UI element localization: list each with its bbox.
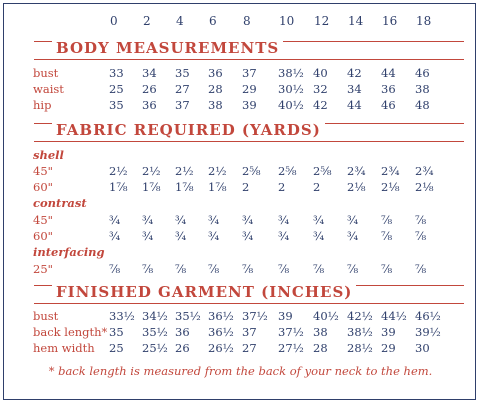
table-cell: 35½ <box>175 309 201 323</box>
table-cell: 39 <box>381 325 396 339</box>
table-cell: 34 <box>142 66 157 80</box>
size-label: 6 <box>209 14 217 28</box>
table-cell: ¾ <box>109 229 121 243</box>
table-cell: 35½ <box>142 325 168 339</box>
table-cell: 35 <box>109 325 124 339</box>
table-cell: 42 <box>313 98 328 112</box>
table-cell: ⅞ <box>278 262 290 276</box>
table-cell: 25½ <box>142 341 168 355</box>
table-cell: 40½ <box>278 98 304 112</box>
table-cell: ⅞ <box>415 213 427 227</box>
table-cell: 27 <box>175 82 190 96</box>
table-cell: 27 <box>242 341 257 355</box>
section-rule-bottom <box>34 59 464 60</box>
table-cell: 2¾ <box>415 164 434 178</box>
section-title-body: BODY MEASUREMENTS <box>52 39 283 57</box>
row-label: bust <box>33 309 59 323</box>
table-cell: 34½ <box>142 309 168 323</box>
table-cell: 36 <box>175 325 190 339</box>
table-cell: ¾ <box>208 229 220 243</box>
size-label: 10 <box>279 14 295 28</box>
table-cell: 38½ <box>347 325 373 339</box>
size-header-row <box>0 14 481 32</box>
table-cell: 36 <box>208 66 223 80</box>
table-cell: 2 <box>278 180 286 194</box>
table-cell: ¾ <box>313 213 325 227</box>
table-cell: 36½ <box>208 309 234 323</box>
table-cell: 32 <box>313 82 328 96</box>
table-cell: 2⅝ <box>313 164 332 178</box>
table-cell: 30 <box>415 341 430 355</box>
table-cell: ⅞ <box>381 229 393 243</box>
section-rule-bottom <box>34 141 464 142</box>
size-label: 0 <box>110 14 118 28</box>
row-label: hem width <box>33 341 95 355</box>
section-title-fabric: FABRIC REQUIRED (YARDS) <box>52 121 325 139</box>
row-label: 60" <box>33 229 53 243</box>
table-cell: 37 <box>242 325 257 339</box>
table-cell: 28½ <box>347 341 373 355</box>
table-cell: 39 <box>278 309 293 323</box>
table-cell: ⅞ <box>208 262 220 276</box>
section-fabric-required <box>34 120 464 142</box>
table-cell: 1⅞ <box>208 180 227 194</box>
table-cell: 2⅝ <box>278 164 297 178</box>
table-cell: 2⅛ <box>381 180 400 194</box>
table-cell: ⅞ <box>381 262 393 276</box>
table-cell: 2⅛ <box>415 180 434 194</box>
table-cell: 1⅞ <box>142 180 161 194</box>
row-label: 60" <box>33 180 53 194</box>
table-cell: 42½ <box>347 309 373 323</box>
table-cell: ¾ <box>242 213 254 227</box>
section-finished-garment <box>34 282 464 304</box>
table-cell: ⅞ <box>109 262 121 276</box>
table-cell: 38 <box>415 82 430 96</box>
table-cell: 42 <box>347 66 362 80</box>
table-cell: 2¾ <box>381 164 400 178</box>
table-cell: 46 <box>415 66 430 80</box>
section-body-measurements <box>34 38 464 60</box>
table-cell: 38½ <box>278 66 304 80</box>
table-cell: ¾ <box>208 213 220 227</box>
table-cell: 36 <box>381 82 396 96</box>
table-cell: 29 <box>242 82 257 96</box>
table-cell: 39½ <box>415 325 441 339</box>
table-cell: 44 <box>347 98 362 112</box>
table-cell: 26 <box>175 341 190 355</box>
table-cell: 40 <box>313 66 328 80</box>
table-cell: 33 <box>109 66 124 80</box>
footnote: * back length is measured from the back of your neck to the hem. <box>48 364 433 378</box>
table-cell: 36½ <box>208 325 234 339</box>
table-cell: 37½ <box>278 325 304 339</box>
table-cell: 39 <box>242 98 257 112</box>
row-label: 25" <box>33 262 53 276</box>
table-cell: ¾ <box>109 213 121 227</box>
table-cell: ⅞ <box>347 262 359 276</box>
table-cell: 28 <box>313 341 328 355</box>
table-cell: ¾ <box>278 229 290 243</box>
table-cell: ¾ <box>142 229 154 243</box>
table-cell: ⅞ <box>415 229 427 243</box>
size-label: 14 <box>348 14 364 28</box>
row-label: bust <box>33 66 59 80</box>
table-cell: 36 <box>142 98 157 112</box>
table-cell: ⅞ <box>175 262 187 276</box>
table-cell: ¾ <box>347 229 359 243</box>
table-cell: ⅞ <box>242 262 254 276</box>
table-cell: ¾ <box>347 213 359 227</box>
fabric-group-label: interfacing <box>33 245 105 259</box>
table-cell: 26 <box>142 82 157 96</box>
table-cell: ¾ <box>242 229 254 243</box>
table-cell: 2½ <box>175 164 194 178</box>
table-cell: 40½ <box>313 309 339 323</box>
table-cell: 44½ <box>381 309 407 323</box>
fabric-group-label: contrast <box>33 196 87 210</box>
table-cell: 37½ <box>242 309 268 323</box>
table-cell: ⅞ <box>142 262 154 276</box>
size-label: 18 <box>416 14 432 28</box>
table-cell: 2⅛ <box>347 180 366 194</box>
table-cell: 37 <box>175 98 190 112</box>
table-cell: 38 <box>208 98 223 112</box>
size-label: 2 <box>143 14 151 28</box>
row-label: waist <box>33 82 64 96</box>
table-cell: ⅞ <box>415 262 427 276</box>
table-cell: 48 <box>415 98 430 112</box>
table-cell: 2½ <box>142 164 161 178</box>
section-rule-bottom <box>34 303 464 304</box>
table-cell: 37 <box>242 66 257 80</box>
table-cell: 46 <box>381 98 396 112</box>
table-cell: 25 <box>109 82 124 96</box>
table-cell: 46½ <box>415 309 441 323</box>
table-cell: 2 <box>313 180 321 194</box>
table-cell: ⅞ <box>313 262 325 276</box>
table-cell: 2 <box>242 180 250 194</box>
size-label: 12 <box>314 14 330 28</box>
row-label: 45" <box>33 164 53 178</box>
size-label: 8 <box>243 14 251 28</box>
table-cell: 29 <box>381 341 396 355</box>
table-cell: 2⅝ <box>242 164 261 178</box>
table-cell: 33½ <box>109 309 135 323</box>
table-cell: ⅞ <box>381 213 393 227</box>
table-cell: ¾ <box>175 229 187 243</box>
table-cell: 35 <box>109 98 124 112</box>
row-label: hip <box>33 98 52 112</box>
table-cell: 2½ <box>208 164 227 178</box>
table-cell: 44 <box>381 66 396 80</box>
table-cell: 26½ <box>208 341 234 355</box>
table-cell: ¾ <box>175 213 187 227</box>
size-label: 4 <box>176 14 184 28</box>
table-cell: 34 <box>347 82 362 96</box>
table-cell: 1⅞ <box>109 180 128 194</box>
table-cell: 25 <box>109 341 124 355</box>
fabric-group-label: shell <box>33 148 64 162</box>
table-cell: 28 <box>208 82 223 96</box>
table-cell: 35 <box>175 66 190 80</box>
table-cell: ¾ <box>313 229 325 243</box>
table-cell: ¾ <box>278 213 290 227</box>
table-cell: 38 <box>313 325 328 339</box>
row-label: 45" <box>33 213 53 227</box>
table-cell: 27½ <box>278 341 304 355</box>
row-label: back length* <box>33 325 108 339</box>
table-cell: 2¾ <box>347 164 366 178</box>
table-cell: ¾ <box>142 213 154 227</box>
table-cell: 1⅞ <box>175 180 194 194</box>
table-cell: 30½ <box>278 82 304 96</box>
section-title-finished: FINISHED GARMENT (INCHES) <box>52 283 356 301</box>
table-cell: 2½ <box>109 164 128 178</box>
size-label: 16 <box>382 14 398 28</box>
